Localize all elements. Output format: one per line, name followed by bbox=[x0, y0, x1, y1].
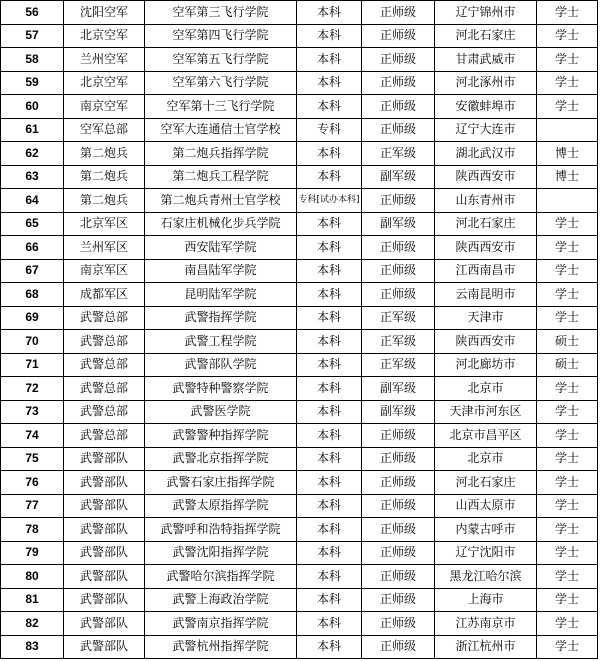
degree-cell: 学士 bbox=[537, 518, 598, 542]
unit-cell: 北京空军 bbox=[64, 24, 145, 48]
school-name-cell: 武警部队学院 bbox=[145, 353, 297, 377]
rank-cell: 正师级 bbox=[362, 48, 435, 72]
table-row bbox=[1, 635, 598, 659]
row-number: 59 bbox=[1, 71, 64, 95]
location-cell: 黑龙江哈尔滨 bbox=[435, 565, 537, 589]
row-number: 72 bbox=[1, 377, 64, 401]
school-name-cell: 空军第十三飞行学院 bbox=[145, 95, 297, 119]
unit-cell: 空军总部 bbox=[64, 118, 145, 142]
rank-cell: 正师级 bbox=[362, 471, 435, 495]
location-cell: 陕西西安市 bbox=[435, 165, 537, 189]
school-name-cell: 武警南京指挥学院 bbox=[145, 612, 297, 636]
table-row bbox=[1, 541, 598, 565]
school-name-cell: 武警石家庄指挥学院 bbox=[145, 471, 297, 495]
degree-cell: 学士 bbox=[537, 635, 598, 659]
rank-cell: 正师级 bbox=[362, 565, 435, 589]
table-row bbox=[1, 377, 598, 401]
level-cell: 本科 bbox=[297, 283, 362, 307]
row-number: 58 bbox=[1, 48, 64, 72]
degree-cell: 学士 bbox=[537, 236, 598, 260]
row-number: 68 bbox=[1, 283, 64, 307]
school-name-cell: 空军第四飞行学院 bbox=[145, 24, 297, 48]
table-row bbox=[1, 612, 598, 636]
row-number: 83 bbox=[1, 635, 64, 659]
location-cell: 河北石家庄 bbox=[435, 24, 537, 48]
row-number: 82 bbox=[1, 612, 64, 636]
rank-cell: 正军级 bbox=[362, 142, 435, 166]
school-name-cell: 武警医学院 bbox=[145, 400, 297, 424]
rank-cell: 正军级 bbox=[362, 353, 435, 377]
location-cell: 江苏南京市 bbox=[435, 612, 537, 636]
row-number: 74 bbox=[1, 424, 64, 448]
table-row bbox=[1, 588, 598, 612]
degree-cell: 学士 bbox=[537, 283, 598, 307]
location-cell: 浙江杭州市 bbox=[435, 635, 537, 659]
school-name-cell: 武警特种警察学院 bbox=[145, 377, 297, 401]
rank-cell: 正师级 bbox=[362, 236, 435, 260]
unit-cell: 兰州军区 bbox=[64, 236, 145, 260]
location-cell: 陕西西安市 bbox=[435, 330, 537, 354]
row-number: 81 bbox=[1, 588, 64, 612]
level-cell: 本科 bbox=[297, 447, 362, 471]
school-name-cell: 昆明陆军学院 bbox=[145, 283, 297, 307]
table-row bbox=[1, 471, 598, 495]
location-cell: 河北石家庄 bbox=[435, 471, 537, 495]
row-number: 70 bbox=[1, 330, 64, 354]
degree-cell: 学士 bbox=[537, 588, 598, 612]
rank-cell: 正师级 bbox=[362, 24, 435, 48]
location-cell: 湖北武汉市 bbox=[435, 142, 537, 166]
level-cell: 本科 bbox=[297, 95, 362, 119]
school-name-cell: 西安陆军学院 bbox=[145, 236, 297, 260]
degree-cell: 学士 bbox=[537, 24, 598, 48]
row-number: 80 bbox=[1, 565, 64, 589]
school-name-cell: 空军第五飞行学院 bbox=[145, 48, 297, 72]
location-cell: 河北廊坊市 bbox=[435, 353, 537, 377]
school-name-cell: 武警北京指挥学院 bbox=[145, 447, 297, 471]
level-cell: 本科 bbox=[297, 142, 362, 166]
location-cell: 河北石家庄 bbox=[435, 212, 537, 236]
table-row bbox=[1, 24, 598, 48]
school-name-cell: 武警上海政治学院 bbox=[145, 588, 297, 612]
table-row bbox=[1, 494, 598, 518]
level-cell: 本科 bbox=[297, 588, 362, 612]
degree-cell: 学士 bbox=[537, 1, 598, 25]
level-cell: 本科 bbox=[297, 494, 362, 518]
unit-cell: 武警总部 bbox=[64, 424, 145, 448]
rank-cell: 正师级 bbox=[362, 494, 435, 518]
level-cell: 本科 bbox=[297, 471, 362, 495]
degree-cell: 学士 bbox=[537, 212, 598, 236]
level-cell: 专科[试办本科] bbox=[297, 189, 362, 213]
location-cell: 天津市 bbox=[435, 306, 537, 330]
row-number: 67 bbox=[1, 259, 64, 283]
location-cell: 河北涿州市 bbox=[435, 71, 537, 95]
table-row bbox=[1, 330, 598, 354]
rank-cell: 正师级 bbox=[362, 1, 435, 25]
table-row bbox=[1, 48, 598, 72]
location-cell: 内蒙古呼市 bbox=[435, 518, 537, 542]
school-name-cell: 武警杭州指挥学院 bbox=[145, 635, 297, 659]
unit-cell: 成都军区 bbox=[64, 283, 145, 307]
rank-cell: 正师级 bbox=[362, 541, 435, 565]
unit-cell: 武警部队 bbox=[64, 494, 145, 518]
unit-cell: 南京空军 bbox=[64, 95, 145, 119]
degree-cell: 学士 bbox=[537, 424, 598, 448]
school-name-cell: 武警工程学院 bbox=[145, 330, 297, 354]
location-cell: 北京市 bbox=[435, 447, 537, 471]
degree-cell: 学士 bbox=[537, 400, 598, 424]
rank-cell: 正师级 bbox=[362, 189, 435, 213]
degree-cell: 硕士 bbox=[537, 353, 598, 377]
location-cell: 山西太原市 bbox=[435, 494, 537, 518]
location-cell: 云南昆明市 bbox=[435, 283, 537, 307]
school-name-cell: 第二炮兵工程学院 bbox=[145, 165, 297, 189]
unit-cell: 第二炮兵 bbox=[64, 189, 145, 213]
location-cell: 山东青州市 bbox=[435, 189, 537, 213]
level-cell: 本科 bbox=[297, 1, 362, 25]
table-row bbox=[1, 565, 598, 589]
school-name-cell: 南昌陆军学院 bbox=[145, 259, 297, 283]
row-number: 78 bbox=[1, 518, 64, 542]
rank-cell: 正师级 bbox=[362, 283, 435, 307]
row-number: 73 bbox=[1, 400, 64, 424]
rank-cell: 正师级 bbox=[362, 612, 435, 636]
table-row bbox=[1, 189, 598, 213]
unit-cell: 武警部队 bbox=[64, 541, 145, 565]
row-number: 77 bbox=[1, 494, 64, 518]
row-number: 71 bbox=[1, 353, 64, 377]
level-cell: 本科 bbox=[297, 541, 362, 565]
row-number: 61 bbox=[1, 118, 64, 142]
degree-cell: 学士 bbox=[537, 71, 598, 95]
row-number: 56 bbox=[1, 1, 64, 25]
level-cell: 本科 bbox=[297, 165, 362, 189]
table-row bbox=[1, 71, 598, 95]
table-row bbox=[1, 142, 598, 166]
location-cell: 陕西西安市 bbox=[435, 236, 537, 260]
unit-cell: 武警总部 bbox=[64, 377, 145, 401]
unit-cell: 北京军区 bbox=[64, 212, 145, 236]
table-row bbox=[1, 1, 598, 25]
location-cell: 北京市昌平区 bbox=[435, 424, 537, 448]
row-number: 66 bbox=[1, 236, 64, 260]
row-number: 60 bbox=[1, 95, 64, 119]
location-cell: 江西南昌市 bbox=[435, 259, 537, 283]
school-name-cell: 空军第六飞行学院 bbox=[145, 71, 297, 95]
row-number: 75 bbox=[1, 447, 64, 471]
unit-cell: 武警总部 bbox=[64, 306, 145, 330]
unit-cell: 武警总部 bbox=[64, 400, 145, 424]
level-cell: 本科 bbox=[297, 212, 362, 236]
degree-cell: 学士 bbox=[537, 471, 598, 495]
table-row bbox=[1, 118, 598, 142]
table-row bbox=[1, 424, 598, 448]
level-cell: 本科 bbox=[297, 259, 362, 283]
rank-cell: 副军级 bbox=[362, 400, 435, 424]
unit-cell: 南京军区 bbox=[64, 259, 145, 283]
table-row bbox=[1, 518, 598, 542]
unit-cell: 武警部队 bbox=[64, 588, 145, 612]
level-cell: 本科 bbox=[297, 400, 362, 424]
degree-cell: 学士 bbox=[537, 447, 598, 471]
unit-cell: 第二炮兵 bbox=[64, 142, 145, 166]
table-row bbox=[1, 212, 598, 236]
level-cell: 专科 bbox=[297, 118, 362, 142]
school-name-cell: 石家庄机械化步兵学院 bbox=[145, 212, 297, 236]
table-body bbox=[1, 1, 598, 659]
table-row bbox=[1, 236, 598, 260]
table-row bbox=[1, 165, 598, 189]
row-number: 63 bbox=[1, 165, 64, 189]
degree-cell bbox=[537, 189, 598, 213]
location-cell: 安徽蚌埠市 bbox=[435, 95, 537, 119]
unit-cell: 武警部队 bbox=[64, 565, 145, 589]
level-cell: 本科 bbox=[297, 518, 362, 542]
level-cell: 本科 bbox=[297, 565, 362, 589]
level-cell: 本科 bbox=[297, 353, 362, 377]
school-name-cell: 第二炮兵青州士官学校 bbox=[145, 189, 297, 213]
row-number: 69 bbox=[1, 306, 64, 330]
degree-cell: 博士 bbox=[537, 142, 598, 166]
rank-cell: 正军级 bbox=[362, 306, 435, 330]
rank-cell: 正师级 bbox=[362, 447, 435, 471]
school-name-cell: 空军第三飞行学院 bbox=[145, 1, 297, 25]
school-name-cell: 武警警种指挥学院 bbox=[145, 424, 297, 448]
rank-cell: 正师级 bbox=[362, 118, 435, 142]
degree-cell: 硕士 bbox=[537, 330, 598, 354]
school-name-cell: 空军大连通信士官学校 bbox=[145, 118, 297, 142]
rank-cell: 正军级 bbox=[362, 330, 435, 354]
table-row bbox=[1, 400, 598, 424]
level-cell: 本科 bbox=[297, 424, 362, 448]
table-row bbox=[1, 283, 598, 307]
level-cell: 本科 bbox=[297, 48, 362, 72]
degree-cell bbox=[537, 118, 598, 142]
rank-cell: 副军级 bbox=[362, 212, 435, 236]
level-cell: 本科 bbox=[297, 377, 362, 401]
row-number: 76 bbox=[1, 471, 64, 495]
row-number: 64 bbox=[1, 189, 64, 213]
unit-cell: 武警部队 bbox=[64, 635, 145, 659]
location-cell: 北京市 bbox=[435, 377, 537, 401]
school-name-cell: 武警沈阳指挥学院 bbox=[145, 541, 297, 565]
school-name-cell: 第二炮兵指挥学院 bbox=[145, 142, 297, 166]
unit-cell: 沈阳空军 bbox=[64, 1, 145, 25]
level-cell: 本科 bbox=[297, 635, 362, 659]
table-row bbox=[1, 95, 598, 119]
rank-cell: 正师级 bbox=[362, 424, 435, 448]
unit-cell: 武警部队 bbox=[64, 612, 145, 636]
location-cell: 甘肃武威市 bbox=[435, 48, 537, 72]
unit-cell: 武警部队 bbox=[64, 471, 145, 495]
table-row bbox=[1, 447, 598, 471]
table-row bbox=[1, 259, 598, 283]
rank-cell: 正师级 bbox=[362, 95, 435, 119]
level-cell: 本科 bbox=[297, 24, 362, 48]
school-name-cell: 武警太原指挥学院 bbox=[145, 494, 297, 518]
rank-cell: 副军级 bbox=[362, 377, 435, 401]
degree-cell: 学士 bbox=[537, 612, 598, 636]
unit-cell: 武警总部 bbox=[64, 353, 145, 377]
level-cell: 本科 bbox=[297, 330, 362, 354]
row-number: 79 bbox=[1, 541, 64, 565]
degree-cell: 学士 bbox=[537, 541, 598, 565]
degree-cell: 学士 bbox=[537, 95, 598, 119]
degree-cell: 学士 bbox=[537, 565, 598, 589]
rank-cell: 正师级 bbox=[362, 259, 435, 283]
location-cell: 辽宁沈阳市 bbox=[435, 541, 537, 565]
school-name-cell: 武警指挥学院 bbox=[145, 306, 297, 330]
unit-cell: 武警部队 bbox=[64, 518, 145, 542]
unit-cell: 武警部队 bbox=[64, 447, 145, 471]
school-name-cell: 武警哈尔滨指挥学院 bbox=[145, 565, 297, 589]
location-cell: 辽宁大连市 bbox=[435, 118, 537, 142]
table-row bbox=[1, 353, 598, 377]
degree-cell: 博士 bbox=[537, 165, 598, 189]
unit-cell: 北京空军 bbox=[64, 71, 145, 95]
rank-cell: 正师级 bbox=[362, 635, 435, 659]
row-number: 62 bbox=[1, 142, 64, 166]
degree-cell: 学士 bbox=[537, 306, 598, 330]
degree-cell: 学士 bbox=[537, 259, 598, 283]
degree-cell: 学士 bbox=[537, 48, 598, 72]
level-cell: 本科 bbox=[297, 71, 362, 95]
table-row bbox=[1, 306, 598, 330]
rank-cell: 正师级 bbox=[362, 518, 435, 542]
degree-cell: 学士 bbox=[537, 377, 598, 401]
location-cell: 上海市 bbox=[435, 588, 537, 612]
row-number: 57 bbox=[1, 24, 64, 48]
level-cell: 本科 bbox=[297, 236, 362, 260]
unit-cell: 兰州空军 bbox=[64, 48, 145, 72]
degree-cell: 学士 bbox=[537, 494, 598, 518]
location-cell: 辽宁锦州市 bbox=[435, 1, 537, 25]
row-number: 65 bbox=[1, 212, 64, 236]
rank-cell: 副军级 bbox=[362, 165, 435, 189]
unit-cell: 武警总部 bbox=[64, 330, 145, 354]
unit-cell: 第二炮兵 bbox=[64, 165, 145, 189]
rank-cell: 正师级 bbox=[362, 588, 435, 612]
level-cell: 本科 bbox=[297, 306, 362, 330]
location-cell: 天津市河东区 bbox=[435, 400, 537, 424]
rank-cell: 正师级 bbox=[362, 71, 435, 95]
level-cell: 本科 bbox=[297, 612, 362, 636]
school-name-cell: 武警呼和浩特指挥学院 bbox=[145, 518, 297, 542]
